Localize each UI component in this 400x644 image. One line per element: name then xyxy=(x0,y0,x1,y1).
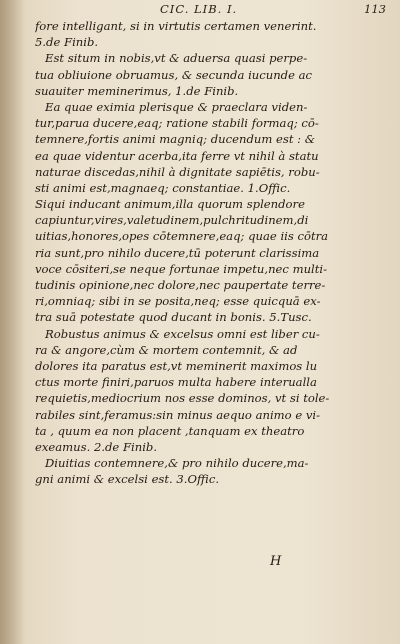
text-line: fore intelligant, si in virtutis certamen venerint. xyxy=(35,19,317,33)
text-line: tur,parua ducere,eaq; ratione stabili formaq; cō- xyxy=(35,116,319,131)
text-line: ra & angore,cùm & mortem contemnit, & ad xyxy=(35,342,298,357)
text-line: Ea quae eximia plerisque & praeclara viden- xyxy=(45,99,308,114)
text-line: exeamus. 2.de Finib. xyxy=(35,439,158,454)
body-text xyxy=(35,18,367,487)
running-head xyxy=(36,2,386,18)
text-line: naturae discedas,nihil à dignitate sapiētis, robu- xyxy=(35,164,320,179)
text-line: rabiles sint,feramus:sin minus aequo animo e vi- xyxy=(35,407,321,422)
catchword: H xyxy=(270,554,282,569)
text-line: voce cōsiteri,se neque fortunae impetu,nec multi- xyxy=(35,261,328,276)
text-line: ea quae videntur acerba,ita ferre vt nihil à statu xyxy=(35,148,319,163)
running-head-title: CIC. LIB. I. xyxy=(160,2,238,16)
text-line: Robustus animus & excelsus omni est liber cu- xyxy=(45,326,320,341)
text-line: sti animi est,magnaeq; constantiae. 1.Offic. xyxy=(35,180,291,195)
text-line: Diuitias contemnere,& pro nihilo ducere,ma- xyxy=(45,456,309,471)
text-line: capiuntur,vires,valetudinem,pulchritudinem,di xyxy=(35,213,309,228)
text-line: ria sunt,pro nihilo ducere,tū poterunt clarissima xyxy=(35,245,320,260)
text-line: requietis,mediocrium nos esse dominos, vt si tole- xyxy=(35,391,330,406)
text-line: ta , quum ea non placent ,tanquam ex theatro xyxy=(35,423,305,438)
text-line: ctus morte finiri,paruos multa habere interualla xyxy=(35,375,317,390)
text-line: Siqui inducant animum,illa quorum splendore xyxy=(35,197,305,212)
text-line: 5.de Finib. xyxy=(35,35,99,50)
text-line: dolores ita paratus est,vt meminerit maximos lu xyxy=(35,358,318,373)
text-line: suauiter meminerimus, 1.de Finib. xyxy=(35,83,239,98)
text-line: ri,omniaq; sibi in se posita,neq; esse quicquā ex- xyxy=(35,294,321,309)
text-line: temnere,fortis animi magniq; ducendum est : & xyxy=(35,132,316,147)
text-line: Est situm in nobis,vt & aduersa quasi perpe- xyxy=(45,51,308,66)
text-line: uitias,honores,opes cōtemnere,eaq; quae iis cōtra xyxy=(35,229,329,244)
text-line: tra suā potestate quod ducant in bonis. 5.Tusc. xyxy=(35,310,312,325)
text-line: tua obliuione obruamus, & secunda iucunde ac xyxy=(35,67,313,82)
text-line: gni animi & excelsi est. 3.Offic. xyxy=(35,472,220,487)
text-line: tudinis opinione,nec dolore,nec paupertate terre- xyxy=(35,278,326,292)
gutter-shadow xyxy=(0,0,26,644)
page-number: 113 xyxy=(364,2,386,16)
